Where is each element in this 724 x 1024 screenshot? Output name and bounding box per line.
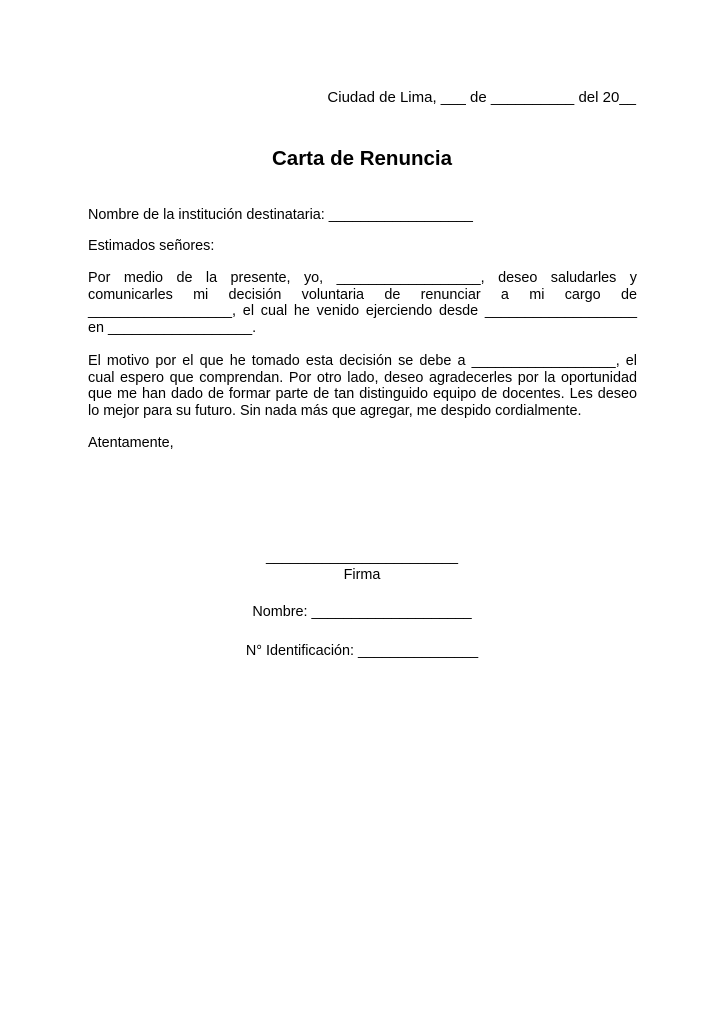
paragraph-1-line: comunicarles mi decisión voluntaria de renunciar a mi cargo de bbox=[88, 286, 637, 303]
paragraph-2-line: que me han dado de formar parte de tan distinguido equipo de docentes. Les deseo bbox=[88, 386, 637, 403]
name-field-line: Nombre: ____________________ bbox=[252, 604, 472, 620]
recipient-line bbox=[88, 207, 637, 224]
paragraph-2 bbox=[88, 353, 637, 419]
closing-text: Atentamente, bbox=[88, 435, 174, 451]
page-title: Carta de Renuncia bbox=[272, 147, 452, 170]
signature-line: ________________________ bbox=[265, 549, 459, 565]
paragraph-1 bbox=[88, 270, 637, 336]
paragraph-1-line: __________________, el cual he venido ejerciendo desde ___________________ bbox=[88, 303, 637, 320]
paragraph-2-line: cual espero que comprendan. Por otro lado, deseo agradecerles por la oportunidad bbox=[88, 369, 637, 386]
paragraph-1-line: en __________________. bbox=[88, 319, 257, 336]
paragraph-2-line: lo mejor para su futuro. Sin nada más que agregar, me despido cordialmente. bbox=[88, 402, 582, 419]
id-field-line: N° Identificación: _______________ bbox=[245, 643, 479, 659]
signature-label: Firma bbox=[343, 567, 381, 583]
recipient-line-text: Nombre de la institución destinataria: __________________ bbox=[88, 207, 473, 223]
greeting-text: Estimados señores: bbox=[88, 238, 215, 254]
greeting bbox=[88, 238, 637, 255]
paragraph-2-line: El motivo por el que he tomado esta decisión se debe a __________________, el bbox=[88, 353, 637, 369]
date-line: Ciudad de Lima, ___ de __________ del 20__ bbox=[327, 89, 636, 106]
paragraph-1-line: Por medio de la presente, yo, __________________, deseo saludarles y bbox=[88, 270, 637, 286]
closing bbox=[88, 435, 637, 452]
